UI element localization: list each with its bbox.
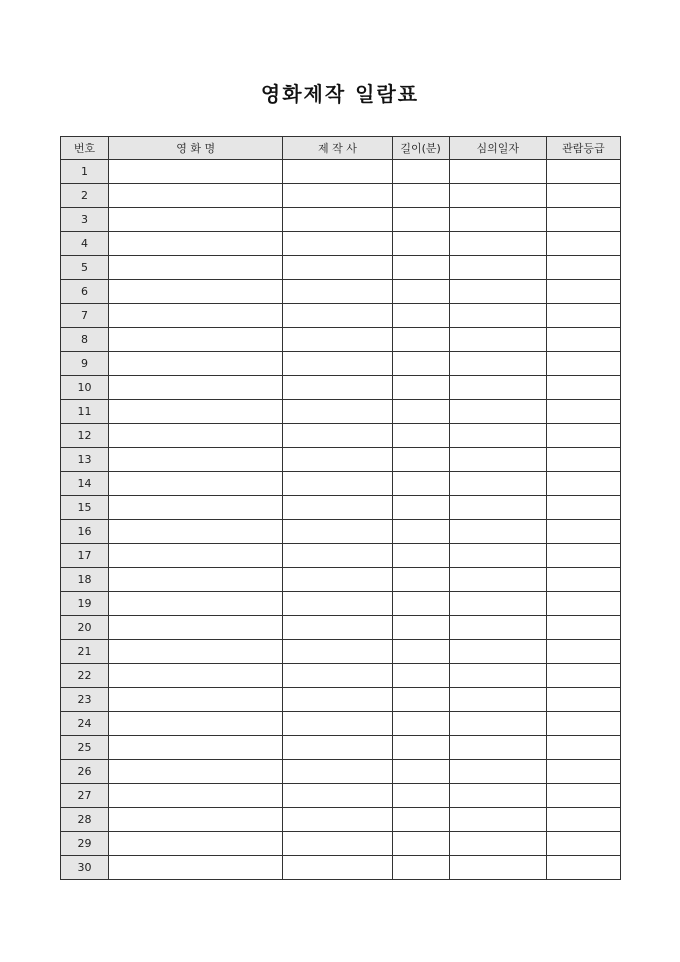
row-number: 7 [61,304,109,328]
table-row [61,280,621,304]
length-cell[interactable] [392,424,449,448]
length-cell[interactable] [392,376,449,400]
row-number: 30 [61,856,109,880]
movie-title-cell[interactable] [109,664,283,688]
producer-cell[interactable] [283,544,392,568]
movie-title-cell[interactable] [109,832,283,856]
producer-cell[interactable] [283,208,392,232]
length-cell[interactable] [392,664,449,688]
length-cell[interactable] [392,448,449,472]
movie-title-cell[interactable] [109,400,283,424]
row-number: 26 [61,760,109,784]
movie-title-cell[interactable] [109,256,283,280]
rating-cell[interactable] [546,688,620,712]
movie-title-cell[interactable] [109,544,283,568]
header-number: 번호 [61,137,109,160]
rating-cell[interactable] [546,712,620,736]
row-number: 25 [61,736,109,760]
movie-title-cell[interactable] [109,208,283,232]
table-row [61,208,621,232]
review-date-cell[interactable] [449,472,546,496]
row-number: 11 [61,400,109,424]
review-date-cell[interactable] [449,568,546,592]
review-date-cell[interactable] [449,376,546,400]
review-date-cell[interactable] [449,808,546,832]
table-row [61,352,621,376]
table-row [61,592,621,616]
row-number: 5 [61,256,109,280]
producer-cell[interactable] [283,760,392,784]
review-date-cell[interactable] [449,544,546,568]
rating-cell[interactable] [546,592,620,616]
row-number: 4 [61,232,109,256]
length-cell[interactable] [392,784,449,808]
table-row [61,736,621,760]
rating-cell[interactable] [546,184,620,208]
review-date-cell[interactable] [449,784,546,808]
review-date-cell[interactable] [449,232,546,256]
row-number: 9 [61,352,109,376]
header-movie-title: 영 화 명 [109,137,283,160]
movie-title-cell[interactable] [109,160,283,184]
rating-cell[interactable] [546,232,620,256]
movie-title-cell[interactable] [109,280,283,304]
table-row [61,640,621,664]
rating-cell[interactable] [546,808,620,832]
producer-cell[interactable] [283,400,392,424]
row-number: 21 [61,640,109,664]
rating-cell[interactable] [546,280,620,304]
table-row [61,664,621,688]
row-number: 6 [61,280,109,304]
table-row [61,568,621,592]
table-row [61,304,621,328]
movie-title-cell[interactable] [109,640,283,664]
rating-cell[interactable] [546,664,620,688]
length-cell[interactable] [392,808,449,832]
table-row [61,784,621,808]
movie-title-cell[interactable] [109,376,283,400]
review-date-cell[interactable] [449,616,546,640]
row-number: 29 [61,832,109,856]
review-date-cell[interactable] [449,184,546,208]
length-cell[interactable] [392,208,449,232]
rating-cell[interactable] [546,760,620,784]
producer-cell[interactable] [283,664,392,688]
header-rating: 관람등급 [546,137,620,160]
producer-cell[interactable] [283,256,392,280]
length-cell[interactable] [392,736,449,760]
movie-title-cell[interactable] [109,784,283,808]
table-row [61,400,621,424]
movie-title-cell[interactable] [109,568,283,592]
row-number: 22 [61,664,109,688]
length-cell[interactable] [392,856,449,880]
length-cell[interactable] [392,184,449,208]
movie-title-cell[interactable] [109,496,283,520]
review-date-cell[interactable] [449,736,546,760]
rating-cell[interactable] [546,160,620,184]
rating-cell[interactable] [546,520,620,544]
table-row [61,712,621,736]
row-number: 1 [61,160,109,184]
review-date-cell[interactable] [449,160,546,184]
rating-cell[interactable] [546,616,620,640]
table-row [61,688,621,712]
length-cell[interactable] [392,760,449,784]
length-cell[interactable] [392,472,449,496]
movie-title-cell[interactable] [109,592,283,616]
row-number: 23 [61,688,109,712]
table-row [61,232,621,256]
review-date-cell[interactable] [449,760,546,784]
rating-cell[interactable] [546,256,620,280]
table-row [61,616,621,640]
producer-cell[interactable] [283,328,392,352]
row-number: 16 [61,520,109,544]
row-number: 17 [61,544,109,568]
rating-cell[interactable] [546,352,620,376]
producer-cell[interactable] [283,736,392,760]
producer-cell[interactable] [283,448,392,472]
review-date-cell[interactable] [449,208,546,232]
review-date-cell[interactable] [449,448,546,472]
page-title: 영화제작 일람표 [260,82,420,106]
length-cell[interactable] [392,400,449,424]
movie-title-cell[interactable] [109,232,283,256]
producer-cell[interactable] [283,304,392,328]
review-date-cell[interactable] [449,352,546,376]
review-date-cell[interactable] [449,400,546,424]
movie-title-cell[interactable] [109,304,283,328]
row-number: 24 [61,712,109,736]
table-row [61,328,621,352]
producer-cell[interactable] [283,496,392,520]
table-row [61,472,621,496]
review-date-cell[interactable] [449,520,546,544]
length-cell[interactable] [392,520,449,544]
rating-cell[interactable] [546,424,620,448]
length-cell[interactable] [392,232,449,256]
movie-title-cell[interactable] [109,448,283,472]
length-cell[interactable] [392,304,449,328]
producer-cell[interactable] [283,640,392,664]
rating-cell[interactable] [546,328,620,352]
rating-cell[interactable] [546,640,620,664]
row-number: 20 [61,616,109,640]
producer-cell[interactable] [283,280,392,304]
rating-cell[interactable] [546,496,620,520]
table-header-row [61,137,621,160]
rating-cell[interactable] [546,400,620,424]
review-date-cell[interactable] [449,664,546,688]
table-row [61,808,621,832]
producer-cell[interactable] [283,520,392,544]
movie-title-cell[interactable] [109,736,283,760]
review-date-cell[interactable] [449,592,546,616]
rating-cell[interactable] [546,208,620,232]
producer-cell[interactable] [283,568,392,592]
row-number: 14 [61,472,109,496]
review-date-cell[interactable] [449,496,546,520]
movie-title-cell[interactable] [109,856,283,880]
rating-cell[interactable] [546,448,620,472]
review-date-cell[interactable] [449,832,546,856]
movie-title-cell[interactable] [109,472,283,496]
header-producer: 제 작 사 [283,137,392,160]
table-row [61,184,621,208]
review-date-cell[interactable] [449,328,546,352]
movie-title-cell[interactable] [109,688,283,712]
length-cell[interactable] [392,712,449,736]
length-cell[interactable] [392,616,449,640]
length-cell[interactable] [392,328,449,352]
producer-cell[interactable] [283,808,392,832]
length-cell[interactable] [392,280,449,304]
table-body [61,160,621,880]
producer-cell[interactable] [283,712,392,736]
producer-cell[interactable] [283,184,392,208]
table-row [61,496,621,520]
header-review-date: 심의일자 [449,137,546,160]
rating-cell[interactable] [546,376,620,400]
producer-cell[interactable] [283,424,392,448]
producer-cell[interactable] [283,472,392,496]
row-number: 27 [61,784,109,808]
table-row [61,520,621,544]
row-number: 18 [61,568,109,592]
length-cell[interactable] [392,568,449,592]
row-number: 2 [61,184,109,208]
length-cell[interactable] [392,544,449,568]
review-date-cell[interactable] [449,712,546,736]
rating-cell[interactable] [546,304,620,328]
row-number: 19 [61,592,109,616]
movie-title-cell[interactable] [109,328,283,352]
producer-cell[interactable] [283,592,392,616]
producer-cell[interactable] [283,832,392,856]
rating-cell[interactable] [546,472,620,496]
producer-cell[interactable] [283,616,392,640]
review-date-cell[interactable] [449,424,546,448]
length-cell[interactable] [392,160,449,184]
table-row [61,448,621,472]
rating-cell[interactable] [546,736,620,760]
table-row [61,760,621,784]
length-cell[interactable] [392,352,449,376]
rating-cell[interactable] [546,832,620,856]
review-date-cell[interactable] [449,640,546,664]
movie-title-cell[interactable] [109,760,283,784]
producer-cell[interactable] [283,856,392,880]
table-row [61,832,621,856]
row-number: 8 [61,328,109,352]
length-cell[interactable] [392,496,449,520]
header-length: 길이(분) [392,137,449,160]
rating-cell[interactable] [546,784,620,808]
length-cell[interactable] [392,592,449,616]
review-date-cell[interactable] [449,280,546,304]
row-number: 12 [61,424,109,448]
review-date-cell[interactable] [449,256,546,280]
movie-title-cell[interactable] [109,424,283,448]
review-date-cell[interactable] [449,304,546,328]
producer-cell[interactable] [283,688,392,712]
producer-cell[interactable] [283,160,392,184]
row-number: 13 [61,448,109,472]
length-cell[interactable] [392,832,449,856]
producer-cell[interactable] [283,376,392,400]
rating-cell[interactable] [546,856,620,880]
length-cell[interactable] [392,256,449,280]
movie-title-cell[interactable] [109,616,283,640]
row-number: 15 [61,496,109,520]
table-row [61,160,621,184]
table-row [61,376,621,400]
review-date-cell[interactable] [449,856,546,880]
rating-cell[interactable] [546,544,620,568]
row-number: 10 [61,376,109,400]
movie-title-cell[interactable] [109,184,283,208]
movie-production-table [60,136,621,880]
table-row [61,544,621,568]
table-row [61,256,621,280]
producer-cell[interactable] [283,784,392,808]
producer-cell[interactable] [283,352,392,376]
rating-cell[interactable] [546,568,620,592]
row-number: 28 [61,808,109,832]
review-date-cell[interactable] [449,688,546,712]
table-row [61,856,621,880]
length-cell[interactable] [392,688,449,712]
table-row [61,424,621,448]
row-number: 3 [61,208,109,232]
movie-title-cell[interactable] [109,712,283,736]
producer-cell[interactable] [283,232,392,256]
movie-title-cell[interactable] [109,352,283,376]
length-cell[interactable] [392,640,449,664]
movie-title-cell[interactable] [109,808,283,832]
movie-title-cell[interactable] [109,520,283,544]
